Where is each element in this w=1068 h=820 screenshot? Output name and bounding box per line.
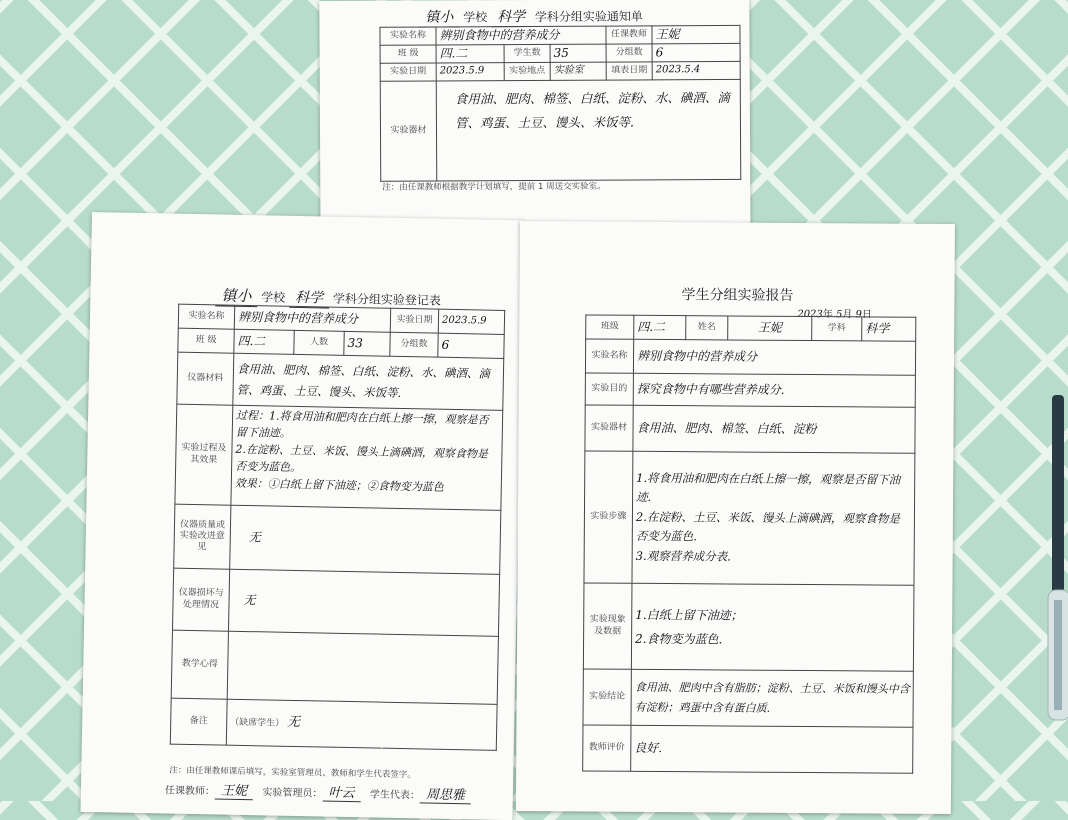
register-label-reflection: 教学心得 [171, 630, 228, 699]
register-label-class: 班 级 [178, 328, 234, 353]
register-label-quality: 仪器质量或实验改进意见 [174, 504, 231, 569]
register-label-exp-name: 实验名称 [178, 304, 234, 329]
report-class: 四.二 [634, 315, 686, 339]
notice-table [379, 25, 741, 182]
report-label-steps: 实验步骤 [584, 451, 633, 583]
report-equipment: 食用油、肥肉、棉签、白纸、淀粉 [633, 405, 915, 453]
register-date: 2023.5.9 [438, 309, 504, 334]
report-label-class: 班级 [586, 315, 634, 339]
notice-place: 实验室 [550, 62, 606, 80]
notice-label-fill-date: 填表日期 [606, 62, 652, 80]
register-groups: 6 [438, 333, 504, 358]
report-phen-2: 2.食物变为蓝色. [635, 631, 723, 646]
report-step-1: 1.将食用油和肥肉在白纸上擦一擦，观察是否留下油迹. [636, 470, 901, 505]
register-remarks: 无 [286, 715, 301, 731]
report-date-month: 5 [835, 309, 843, 321]
register-label-date: 实验日期 [390, 308, 438, 333]
notice-fill-date: 2023.5.4 [652, 61, 740, 79]
notice-label-exp-name: 实验名称 [380, 27, 436, 45]
report-conclusion: 食用油、肥肉中含有脂肪；淀粉、土豆、米饭和馒头中含有淀粉；鸡蛋中含有蛋白质. [631, 669, 913, 727]
register-reflection [227, 631, 498, 704]
report-label-subject: 学科 [812, 317, 862, 341]
register-title-rest: 学科分组实验登记表 [332, 291, 442, 308]
register-sig-teacher: 王妮 [215, 779, 253, 800]
report-label-exp-name: 实验名称 [585, 339, 633, 373]
report-step-2: 2.在淀粉、土豆、米饭、馒头上滴碘酒，观察食物是否变为蓝色. [635, 509, 900, 544]
register-process-cell [231, 405, 503, 510]
register-people: 33 [344, 331, 390, 356]
report-date-day: 9 [855, 309, 862, 321]
report-label-purpose: 实验目的 [585, 373, 633, 405]
notice-title-rest: 学科分组实验通知单 [534, 9, 643, 24]
register-subject: 科学 [289, 287, 329, 309]
register-label-process: 实验过程及其效果 [175, 404, 233, 505]
register-sig-student-label: 学生代表： [369, 789, 421, 802]
report-evaluation: 良好. [631, 725, 913, 773]
report-date-d: 日 [861, 309, 872, 321]
report-date-year: 2023 [797, 308, 823, 321]
register-label-people: 人数 [294, 330, 344, 355]
report-label-phenomena: 实验现象及数据 [583, 583, 632, 669]
notice-label-date: 实验日期 [380, 63, 436, 81]
notice-class: 四.二 [436, 45, 504, 63]
register-equipment: 食用油、肥肉、棉签、白纸、淀粉、水、碘酒、滴管、鸡蛋、土豆、馒头、米饭等. [233, 353, 504, 410]
notice-footnote: 注：由任课教师根据教学计划填写，提前 1 周送交实验室。 [382, 181, 606, 193]
register-table [170, 304, 505, 751]
notice-exp-name: 辨别食物中的营养成分 [436, 26, 606, 45]
notice-school: 镇小 [419, 6, 459, 27]
notice-students: 35 [550, 44, 606, 62]
pen-icon [1040, 395, 1068, 725]
register-sig-admin: 叶云 [322, 782, 360, 803]
notice-label-students: 学生数 [504, 44, 550, 62]
register-remarks-prefix: （缺席学生） [230, 718, 285, 730]
notice-label-materials: 实验器材 [380, 81, 437, 181]
report-date-y: 年 [822, 309, 833, 321]
report-step-3: 3.观察营养成分表. [635, 548, 731, 564]
register-label-remarks: 备注 [170, 698, 227, 745]
register-class: 四.二 [234, 329, 294, 354]
register-quality: 无 [230, 505, 501, 574]
register-label-groups: 分组数 [390, 332, 438, 357]
notice-subject: 科学 [491, 6, 531, 27]
report-date-m: 月 [842, 309, 853, 321]
notice-label-place: 实验地点 [504, 62, 550, 80]
register-exp-name: 辨别食物中的营养成分 [234, 305, 390, 332]
register-footnote: 注：由任课教师课后填写，实验室管理员、教师和学生代表签字。 [169, 765, 416, 781]
notice-title-school-suffix: 学校 [463, 10, 488, 25]
register-label-damage: 仪器损坏与处理情况 [172, 568, 229, 631]
report-name: 王妮 [728, 316, 812, 341]
report-steps-cell [632, 451, 915, 585]
notice-groups: 6 [652, 43, 740, 61]
report-title: 学生分组实验报告 [681, 287, 794, 304]
report-purpose: 探究食物中有哪些营养成分. [633, 373, 915, 407]
notice-label-groups: 分组数 [606, 44, 652, 62]
register-label-equipment: 仪器材料 [177, 352, 234, 405]
register-remarks-cell [226, 699, 497, 750]
notice-label-class: 班 级 [380, 45, 436, 63]
report-table [582, 314, 916, 773]
register-school: 镇小 [215, 284, 257, 307]
report-label-name: 姓名 [686, 316, 728, 340]
register-damage: 无 [228, 569, 499, 636]
register-process-1: 过程：1.将食用油和肥肉在白纸上擦一擦，观察是否留下油迹。 [235, 408, 489, 440]
notice-teacher: 王妮 [652, 25, 740, 43]
report-exp-name: 辨别食物中的营养成分 [633, 339, 915, 375]
report-label-evaluation: 教师评价 [583, 725, 631, 771]
register-title-school-suffix: 学校 [261, 290, 286, 305]
report-phen-1: 1.白纸上留下油迹； [635, 607, 743, 623]
report-phenomena-cell [631, 583, 914, 671]
report-label-equipment: 实验器材 [585, 405, 633, 451]
notice-materials: 食用油、肥肉、棉签、白纸、淀粉、水、碘酒、滴管、鸡蛋、土豆、馒头、米饭等. [436, 79, 741, 181]
notice-label-teacher: 任课教师 [606, 26, 652, 44]
register-sig-student: 周思雅 [420, 783, 471, 804]
register-sheet [80, 212, 523, 820]
register-process-2: 2.在淀粉、土豆、米饭、馒头上滴碘酒，观察食物是否变为蓝色。 [235, 442, 489, 475]
report-sheet [516, 221, 955, 814]
register-sig-teacher-label: 任课教师： [164, 785, 215, 798]
notice-date: 2023.5.9 [436, 63, 504, 81]
notice-title [419, 5, 643, 27]
register-sig-admin-label: 实验管理员： [262, 787, 323, 800]
report-label-conclusion: 实验结论 [583, 669, 631, 725]
report-subject: 科学 [862, 317, 916, 341]
register-process-3: 效果：①白纸上留下油迹；②食物变为蓝色 [234, 476, 444, 494]
